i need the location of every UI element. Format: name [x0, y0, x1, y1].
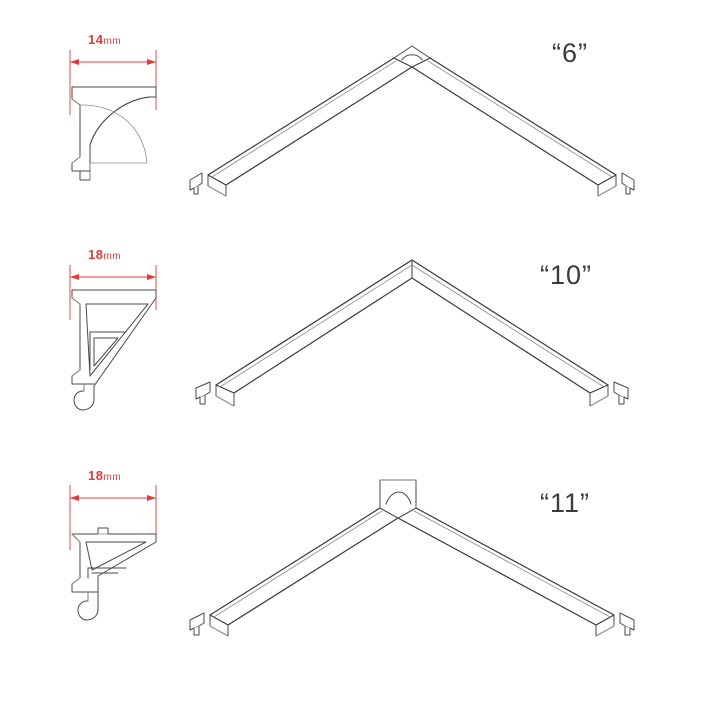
profile-row-10 — [0, 225, 714, 440]
profile-outline-10 — [72, 290, 156, 410]
profile-row-11 — [0, 440, 714, 670]
end-clip-right-6 — [622, 173, 634, 194]
end-clip-right-11 — [620, 613, 634, 635]
end-clip-right-10 — [614, 382, 628, 404]
profile-outline-11 — [72, 528, 156, 620]
profile-label-10: “10” — [540, 260, 593, 290]
profile-label-6: “6” — [552, 38, 588, 68]
dimension-label-11: 18mm — [88, 468, 122, 483]
dimension-label-6: 14mm — [88, 32, 122, 47]
dimension-label-10: 18mm — [88, 247, 122, 262]
end-clip-left-11 — [190, 613, 204, 635]
profile-outline-6 — [72, 87, 156, 180]
end-clip-left-6 — [190, 173, 202, 194]
end-clip-left-10 — [196, 382, 210, 404]
profile-row-6 — [0, 0, 714, 230]
profile-label-11: “11” — [540, 488, 591, 518]
cross-section-11 — [50, 480, 190, 660]
cross-section-6 — [50, 45, 190, 205]
cross-section-10 — [50, 260, 190, 435]
